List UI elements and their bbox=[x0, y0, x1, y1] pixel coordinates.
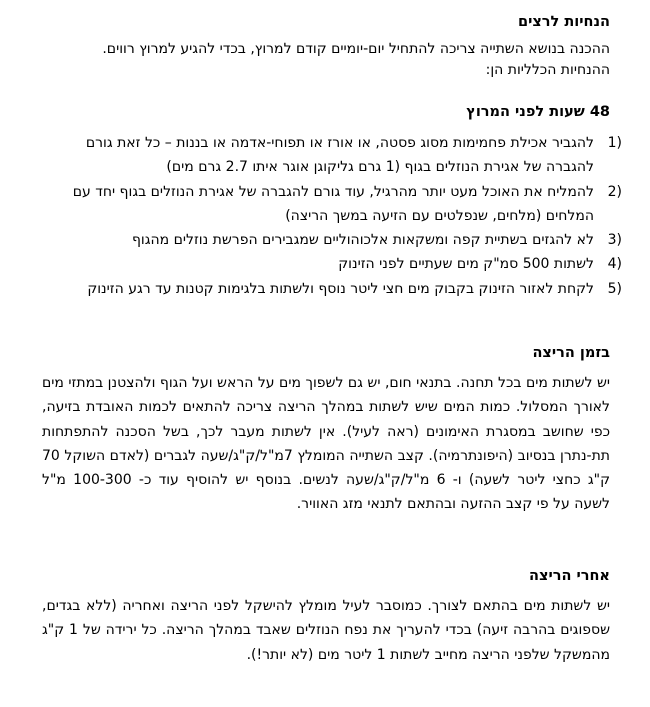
list-item bbox=[42, 277, 622, 301]
intro-line-1: ההכנה בנושא השתייה צריכה להתחיל יום-יומיים קודם למרוץ, בכדי להגיע למרוץ רווים. bbox=[102, 41, 610, 57]
list-item-number: 3) bbox=[607, 232, 622, 249]
intro-line-2: ההנחיות הכלליות הן: bbox=[485, 62, 610, 78]
list-item bbox=[42, 228, 622, 252]
list-item-number: 1) bbox=[607, 135, 622, 151]
document-title: הנחיות לרצים bbox=[517, 14, 610, 30]
list-item-text: להגביר אכילת פחמימות מסוג פסטה, או אורז או תפוחי-אדמה או בננות – כל זאת גורם להגברה של אגירת הנוזלים בגוף (1 גרם גליקוגן אוגר איתו 2.7 גרם מים) bbox=[85, 135, 594, 176]
during-race-paragraph: יש לשתות מים בכל תחנה. בתנאי חום, יש גם לשפוך מים על הראש ועל הגוף ולהצטנן במתזי מים לאורך המסלול. כמות המים שיש לשתות במהלך הריצה צריכה להתאים לכמות האובדת בזיעה, כפי שחושב במסגרת האימונים (ראה לעיל). אין לשתות מעבר לכך, בשל הסכנה להתפתחות תת-נתרן בנסיוב (היפונתרמיה). קצב השתייה המומלץ 7מ"ל/ק"ג/שעה לגברים (לאדם השוקל 70 ק"ג כחצי ליטר לשעה) ו- 6 מ"ל/ק"ג/שעה לנשים. בנוסף יש להוסיף עוד כ- 100-300 מ"ל לשעה על פי קצב ההזעה ובהתאם לתנאי מזג האוויר. bbox=[42, 375, 611, 513]
list-item-text: להמליח את האוכל מעט יותר מהרגיל, עוד גורם להגברה של אגירת הנוזלים בגוף יחד עם המלחים (מלחים, שנפלטים עם הזיעה במשך הריצה) bbox=[72, 183, 594, 224]
before-race-list bbox=[42, 131, 622, 301]
list-item-number: 4) bbox=[607, 256, 622, 273]
after-race-heading: אחרי הריצה bbox=[529, 568, 610, 584]
list-item-text: לא להגזים בשתיית קפה ומשקאות אלכוהוליים שמגבירים הפרשת נוזלים מהגוף bbox=[131, 232, 594, 249]
list-item-text: לשתות 500 סמ"ק מים שעתיים לפני הזינוק bbox=[338, 256, 594, 273]
list-item bbox=[42, 131, 622, 180]
after-race-paragraph: יש לשתות מים בהתאם לצורך. כמוסבר לעיל מומלץ להישקל לפני הריצה ואחריה (ללא בגדים, שספוגים בהרבה זיעה) בכדי להעריך את נפח הנוזלים שאבד במהלך הריצה. כל ירידה של 1 ק"ג מהמשקל שלפני הריצה מחייב לשתות 1 ליטר מים (לא יותר!). bbox=[42, 598, 611, 663]
before-race-heading: 48 שעות לפני המרוץ bbox=[466, 104, 610, 120]
during-race-heading: בזמן הריצה bbox=[532, 345, 610, 361]
list-item bbox=[42, 252, 622, 276]
list-item-number: 2) bbox=[607, 183, 622, 200]
list-item bbox=[42, 180, 622, 229]
list-item-text: לקחת לאזור הזינוק בקבוק מים חצי ליטר נוסף ולשתות בלגימות קטנות עד רגע הזינוק bbox=[87, 280, 594, 297]
list-item-number: 5) bbox=[607, 280, 622, 297]
